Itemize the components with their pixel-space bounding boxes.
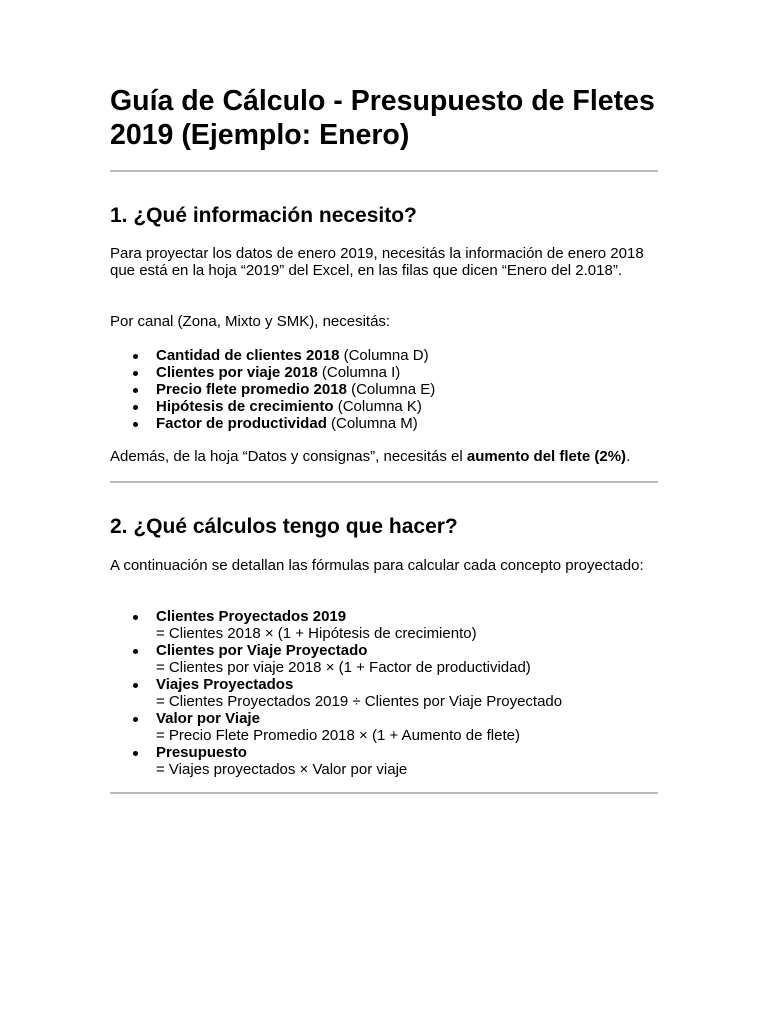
item-column: (Columna D) <box>339 347 429 364</box>
formulas-list <box>110 608 658 778</box>
item-label: Hipótesis de crecimiento <box>156 398 334 415</box>
list-item <box>110 381 658 398</box>
divider-middle <box>110 481 658 483</box>
formula-text: = Clientes 2018 × (1 + Hipótesis de crecimiento) <box>156 625 477 642</box>
list-item <box>110 398 658 415</box>
section-1-heading: 1. ¿Qué información necesito? <box>110 204 417 227</box>
section-2-heading: 2. ¿Qué cálculos tengo que hacer? <box>110 515 458 538</box>
section-2-intro: A continuación se detallan las fórmulas para calcular cada concepto proyectado: <box>110 557 644 574</box>
section-1-intro: Para proyectar los datos de enero 2019, necesitás la información de enero 2018 que está en la hoja “2019” del Excel, en las filas que dicen “Enero del 2.018”. <box>110 245 644 279</box>
item-label: Cantidad de clientes 2018 <box>156 347 340 364</box>
list-item <box>110 744 658 778</box>
divider-top <box>110 170 658 172</box>
formula-text: = Viajes proyectados × Valor por viaje <box>156 761 408 778</box>
list-item <box>110 710 658 744</box>
formula-text: = Clientes Proyectados 2019 ÷ Clientes por Viaje Proyectado <box>156 693 563 710</box>
formula-text: = Clientes por viaje 2018 × (1 + Factor de productividad) <box>156 659 531 676</box>
item-column: (Columna M) <box>326 415 418 432</box>
flete-increase: aumento del flete (2%) <box>466 448 627 465</box>
formula-name: Clientes Proyectados 2019 <box>156 608 347 625</box>
list-item <box>110 642 658 676</box>
formula-name: Valor por Viaje <box>156 710 260 727</box>
item-label: Clientes por viaje 2018 <box>156 364 318 381</box>
formula-name: Presupuesto <box>156 744 247 761</box>
formula-name: Clientes por Viaje Proyectado <box>156 642 368 659</box>
item-column: (Columna I) <box>317 364 401 381</box>
item-column: (Columna K) <box>333 398 422 415</box>
required-info-list <box>110 347 658 432</box>
additional-info-post: . <box>626 448 631 465</box>
item-label: Precio flete promedio 2018 <box>156 381 347 398</box>
formula-text: = Precio Flete Promedio 2018 × (1 + Aumento de flete) <box>156 727 520 744</box>
document-title: Guía de Cálculo - Presupuesto de Fletes 2019 (Ejemplo: Enero) <box>110 85 655 151</box>
list-item <box>110 676 658 710</box>
section-1-channels-text: Por canal (Zona, Mixto y SMK), necesitás: <box>110 313 391 330</box>
list-item <box>110 608 658 642</box>
divider-bottom <box>110 792 658 794</box>
formula-name: Viajes Proyectados <box>156 676 294 693</box>
list-item <box>110 364 658 381</box>
additional-info-text <box>110 448 658 465</box>
additional-info-pre: Además, de la hoja “Datos y consignas”, necesitás el <box>110 448 467 465</box>
item-label: Factor de productividad <box>156 415 327 432</box>
list-item <box>110 347 658 364</box>
list-item <box>110 415 658 432</box>
item-column: (Columna E) <box>346 381 436 398</box>
